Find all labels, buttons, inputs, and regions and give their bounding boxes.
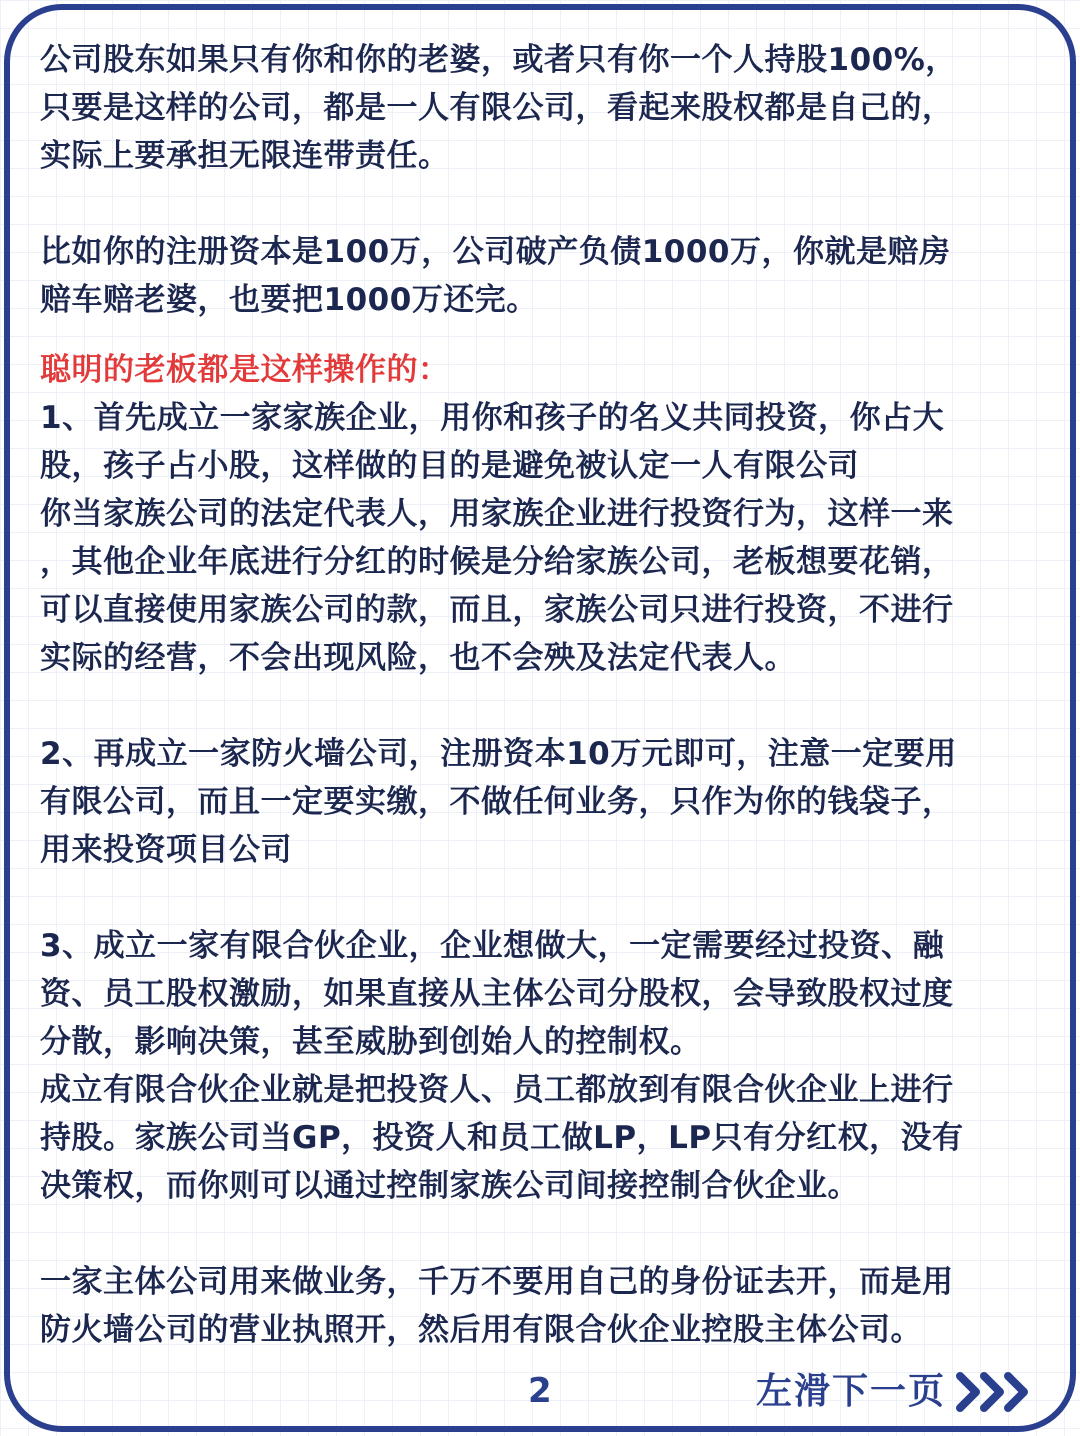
spacer [40, 180, 1042, 228]
spacer [40, 682, 1042, 730]
next-page-label: 左滑下一页 [755, 1371, 946, 1412]
point-family-company: 1、首先成立一家家族企业，用你和孩子的名义共同投资，你占大 股，孩子占小股，这样做的目的是避免被认定一人有限公司 你当家族公司的法定代表人，用家族企业进行投资行为，这样一来 ，其他企业年底进行分红的时候是分给家族公司，老板想要花销， 可以直接使用家族公司的款，而且，家族公司只进行投资，不进行 实际的经营，不会出现风险，也不会殃及法定代表人。 [40, 400, 954, 676]
triple-chevron-right-icon [954, 1370, 1034, 1414]
closing-paragraph: 一家主体公司用来做业务，千万不要用自己的身份证去开，而是用 防火墙公司的营业执照开，然后用有限合伙企业控股主体公司。 [40, 1264, 954, 1348]
point-limited-partnership: 3、成立一家有限合伙企业，企业想做大，一定需要经过投资、融 资、员工股权激励，如果直接从主体公司分股权，会导致股权过度 分散，影响决策，甚至威胁到创始人的控制权。 成立有限合伙企业就是把投资人、员工都放到有限合伙企业上进行 持股。家族公司当GP，投资人和员工做LP，LP只有分红权，没有 决策权，而你则可以通过控制家族公司间接控制合伙企业。 [40, 928, 964, 1204]
spacer [40, 874, 1042, 922]
article-body [40, 36, 1042, 1354]
paragraph-one-person-company: 公司股东如果只有你和你的老婆，或者只有你一个人持股100%， 只要是这样的公司，都是一人有限公司，看起来股权都是自己的， 实际上要承担无限连带责任。 [40, 42, 957, 174]
spacer [40, 324, 1042, 346]
point-firewall-company: 2、再成立一家防火墙公司，注册资本10万元即可，注意一定要用 有限公司，而且一定要实缴，不做任何业务，只作为你的钱袋子， 用来投资项目公司 [40, 736, 957, 868]
footer [0, 1362, 1080, 1422]
highlight-heading: 聪明的老板都是这样操作的： [40, 352, 450, 388]
paragraph-bankruptcy-example: 比如你的注册资本是100万，公司破产负债1000万，你就是赔房 赔车赔老婆，也要把1000万还完。 [40, 234, 951, 318]
page-number: 2 [528, 1371, 552, 1411]
spacer [40, 1210, 1042, 1258]
swipe-next-page-hint[interactable] [756, 1364, 1034, 1420]
